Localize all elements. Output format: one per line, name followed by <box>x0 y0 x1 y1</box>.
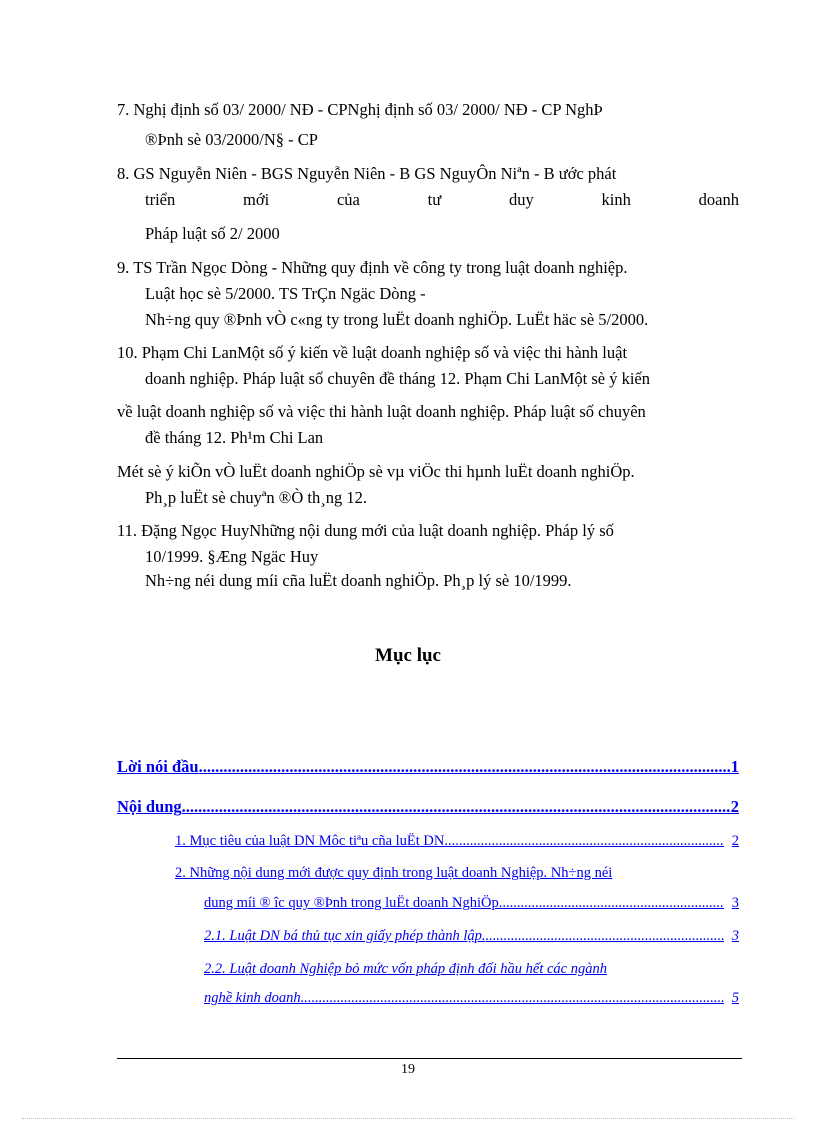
toc-link-nhung-noi-dung[interactable] <box>204 893 739 913</box>
toc-link-2-1[interactable] <box>204 926 739 946</box>
ref-8-word: của <box>336 190 360 209</box>
ref-11-line3: Nh÷ng néi dung míi cña luËt doanh nghiÖp. Ph¸p lý sè 10/1999. <box>145 571 572 590</box>
toc-link-noi-dung[interactable] <box>117 797 739 817</box>
ref-7-line2: ®Þnh sè 03/2000/N§ - CP <box>145 130 318 149</box>
toc-page-number: 5 <box>731 990 739 1006</box>
ref-8-word: mới <box>243 190 270 209</box>
ref-10-line2: doanh nghiệp. Pháp luật số chuyên đề tháng 12. Phạm Chi LanMột sè ý kiến <box>145 369 651 388</box>
toc-link-2-2-line1[interactable]: 2.2. Luật doanh Nghiệp bỏ mức vốn pháp định đối hầu hết các ngành <box>204 961 607 977</box>
ref-8-line2 <box>145 190 739 210</box>
ref-10-line5: Mét sè ý kiÕn vÒ luËt doanh nghiÖp sè vµ viÖc thi hµnh luËt doanh nghiÖp. <box>117 462 635 481</box>
footer-divider <box>117 1058 742 1059</box>
toc-page-number: 1 <box>730 757 739 776</box>
toc-entry-text: 1. Mục tiêu của luật DN Môc tiªu cña luËt DN <box>175 833 445 849</box>
toc-link-loi-noi-dau[interactable] <box>117 757 739 777</box>
toc-entry-text: nghề kinh doanh. <box>204 990 305 1006</box>
ref-8-word: doanh <box>698 190 739 209</box>
ref-10-line1: 10. Phạm Chi LanMột số ý kiến về luật doanh nghiệp số và việc thi hành luật <box>117 343 628 362</box>
ref-8-word: duy <box>508 190 534 209</box>
toc-link-muc-tieu[interactable] <box>175 831 739 851</box>
ref-11-line1: 11. Đặng Ngọc HuyNhững nội dung mới của luật doanh nghiệp. Pháp lý số <box>117 521 614 540</box>
toc-page-number: 3 <box>731 928 739 944</box>
ref-10-line3: về luật doanh nghiệp số và việc thi hành luật doanh nghiệp. Pháp luật số chuyên <box>117 402 646 421</box>
ref-11-line2: 10/1999. §Æng Ngäc Huy <box>145 547 319 566</box>
ref-10-line4: đề tháng 12. Ph¹m Chi Lan <box>145 428 324 447</box>
page-number: 19 <box>401 1062 415 1077</box>
toc-entry-text: 2.1. Luật DN bá thủ tục xin giấy phép thành lập. <box>204 928 486 944</box>
ref-9-line3: Nh÷ng quy ®Þnh vÒ c«ng ty trong luËt doanh nghiÖp. LuËt häc sè 5/2000. <box>145 310 649 329</box>
toc-page-number: 2 <box>730 797 739 816</box>
ref-8-word: triển <box>145 190 176 209</box>
toc-entry-text: Nội dung <box>117 797 182 816</box>
ref-8-word: kinh <box>601 190 631 209</box>
toc-title: Mục lục <box>375 645 441 666</box>
ref-8-line3: Pháp luật số 2/ 2000 <box>145 224 280 243</box>
toc-page-number: 3 <box>731 895 739 911</box>
ref-10-line6: Ph¸p luËt sè chuyªn ®Ò th¸ng 12. <box>145 488 367 507</box>
ref-9-line2: Luật học sè 5/2000. TS TrÇn Ngäc Dòng - <box>145 284 426 303</box>
ref-8-word: tư <box>427 190 442 209</box>
ref-7-line1: 7. Nghị định số 03/ 2000/ NĐ - CPNghị định số 03/ 2000/ NĐ - CP NghÞ <box>117 100 603 119</box>
toc-link-nhung-noi-dung-line1[interactable]: 2. Những nội dung mới được quy định trong luật doanh Nghiệp. Nh÷ng néi <box>175 865 613 881</box>
toc-entry-text: dung míi ® îc quy ®Þnh trong luËt doanh NghiÖp. <box>204 895 503 911</box>
ref-9-line1: 9. TS Trần Ngọc Dòng - Những quy định về công ty trong luật doanh nghiệp. <box>117 258 628 277</box>
toc-entry-text: Lời nói đầu <box>117 757 199 776</box>
toc-link-2-2[interactable] <box>204 988 739 1008</box>
toc-page-number: 2 <box>731 833 739 849</box>
ref-8-line1: 8. GS Nguyễn Niên - BGS Nguyễn Niên - B GS NguyÔn Niªn - B ước phát <box>117 164 617 183</box>
page-bottom-edge <box>22 1118 794 1119</box>
